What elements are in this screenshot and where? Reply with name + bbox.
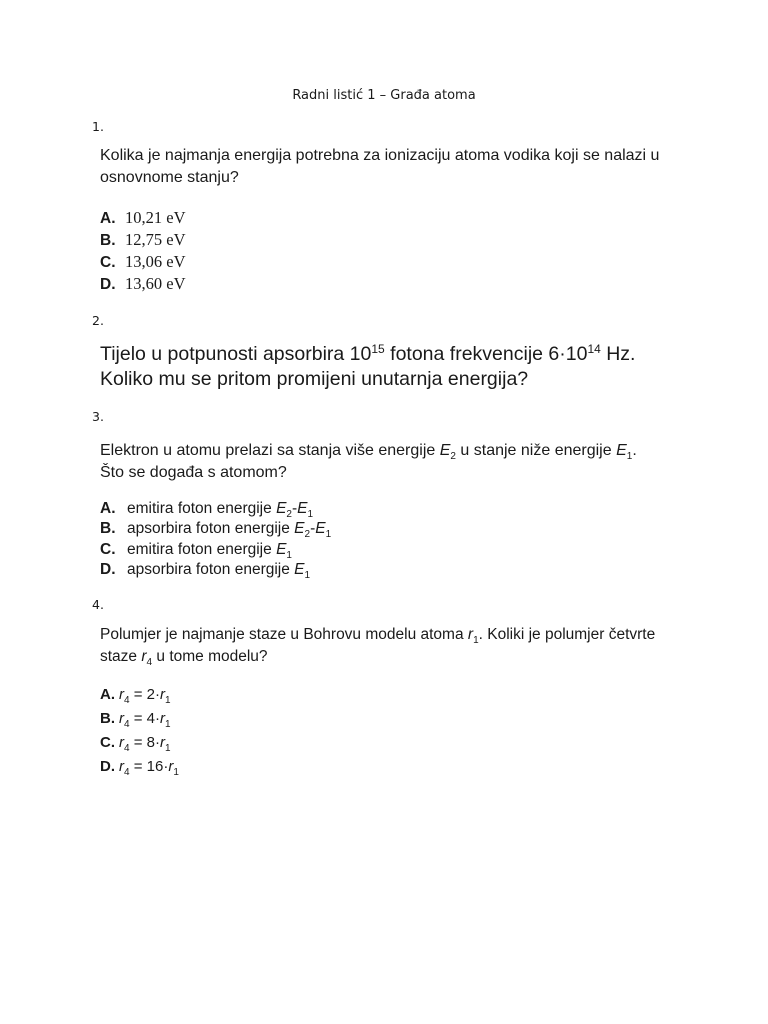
- question-1-option-b: [100, 230, 186, 252]
- question-4-option-c: C. $r_4 = 8\cdot r_1$: [100, 734, 171, 754]
- question-1-number: 1.: [92, 119, 104, 134]
- question-3-text: [100, 440, 637, 484]
- question-4-line-2: staze $r_4$ u tome modelu?: [100, 648, 268, 668]
- question-3-option-a: A. emitira foton energije $E_2-E_1$: [100, 500, 314, 520]
- question-3-option-c: C. emitira foton energije $E_1$: [100, 541, 292, 561]
- question-2-text: [100, 342, 635, 392]
- question-4-option-a: A. $r_4 = 2\cdot r_1$: [100, 686, 171, 706]
- question-1-option-d: [100, 274, 186, 296]
- question-3-option-d: D. apsorbira foton energije $E_1$: [100, 561, 311, 581]
- question-1-option-c: [100, 252, 186, 274]
- question-4-number: 4.: [92, 597, 104, 612]
- question-1-text: [100, 145, 659, 189]
- question-4-option-d: D. $r_4 = 16\cdot r_1$: [100, 758, 179, 778]
- question-2-line-1: Tijelo u potpunosti apsorbira $10^{15}$ fotona frekvencije $6\cdot 10^{14}$ Hz.: [100, 342, 636, 365]
- question-4-text: [100, 624, 655, 668]
- option-label: A.: [100, 210, 116, 227]
- question-1-line-2: osnovnome stanju?: [100, 169, 239, 186]
- question-4-line-1: Polumjer je najmanje staze u Bohrovu modelu atoma $r_1$. Koliki je polumjer četvrte: [100, 626, 656, 646]
- page-title: Radni listić 1 – Građa atoma: [292, 88, 476, 103]
- question-4-option-b: B. $r_4 = 4\cdot r_1$: [100, 710, 171, 730]
- question-4-options: [100, 686, 179, 782]
- option-label: C.: [100, 254, 116, 271]
- option-value: 10,21 eV: [125, 208, 186, 227]
- option-value: 13,60 eV: [125, 274, 186, 293]
- question-3-line-2: Što se događa s atomom?: [100, 464, 287, 481]
- question-3-line-1: Elektron u atomu prelazi sa stanja više energije $E_2$ u stanje niže energije $E_1$.: [100, 442, 637, 462]
- question-3-number: 3.: [92, 409, 104, 424]
- question-2-line-2: Koliko mu se pritom promijeni unutarnja energija?: [100, 368, 529, 390]
- option-value: 12,75 eV: [125, 230, 186, 249]
- question-2-number: 2.: [92, 313, 104, 328]
- option-label: D.: [100, 276, 116, 293]
- option-label: B.: [100, 232, 116, 249]
- question-3-options: [100, 500, 331, 581]
- question-1-option-a: [100, 208, 186, 230]
- question-1-line-1: Kolika je najmanja energija potrebna za ionizaciju atoma vodika koji se nalazi u: [100, 147, 660, 164]
- option-value: 13,06 eV: [125, 252, 186, 271]
- question-1-options: [100, 208, 186, 296]
- question-3-option-b: B. apsorbira foton energije $E_2-E_1$: [100, 520, 332, 540]
